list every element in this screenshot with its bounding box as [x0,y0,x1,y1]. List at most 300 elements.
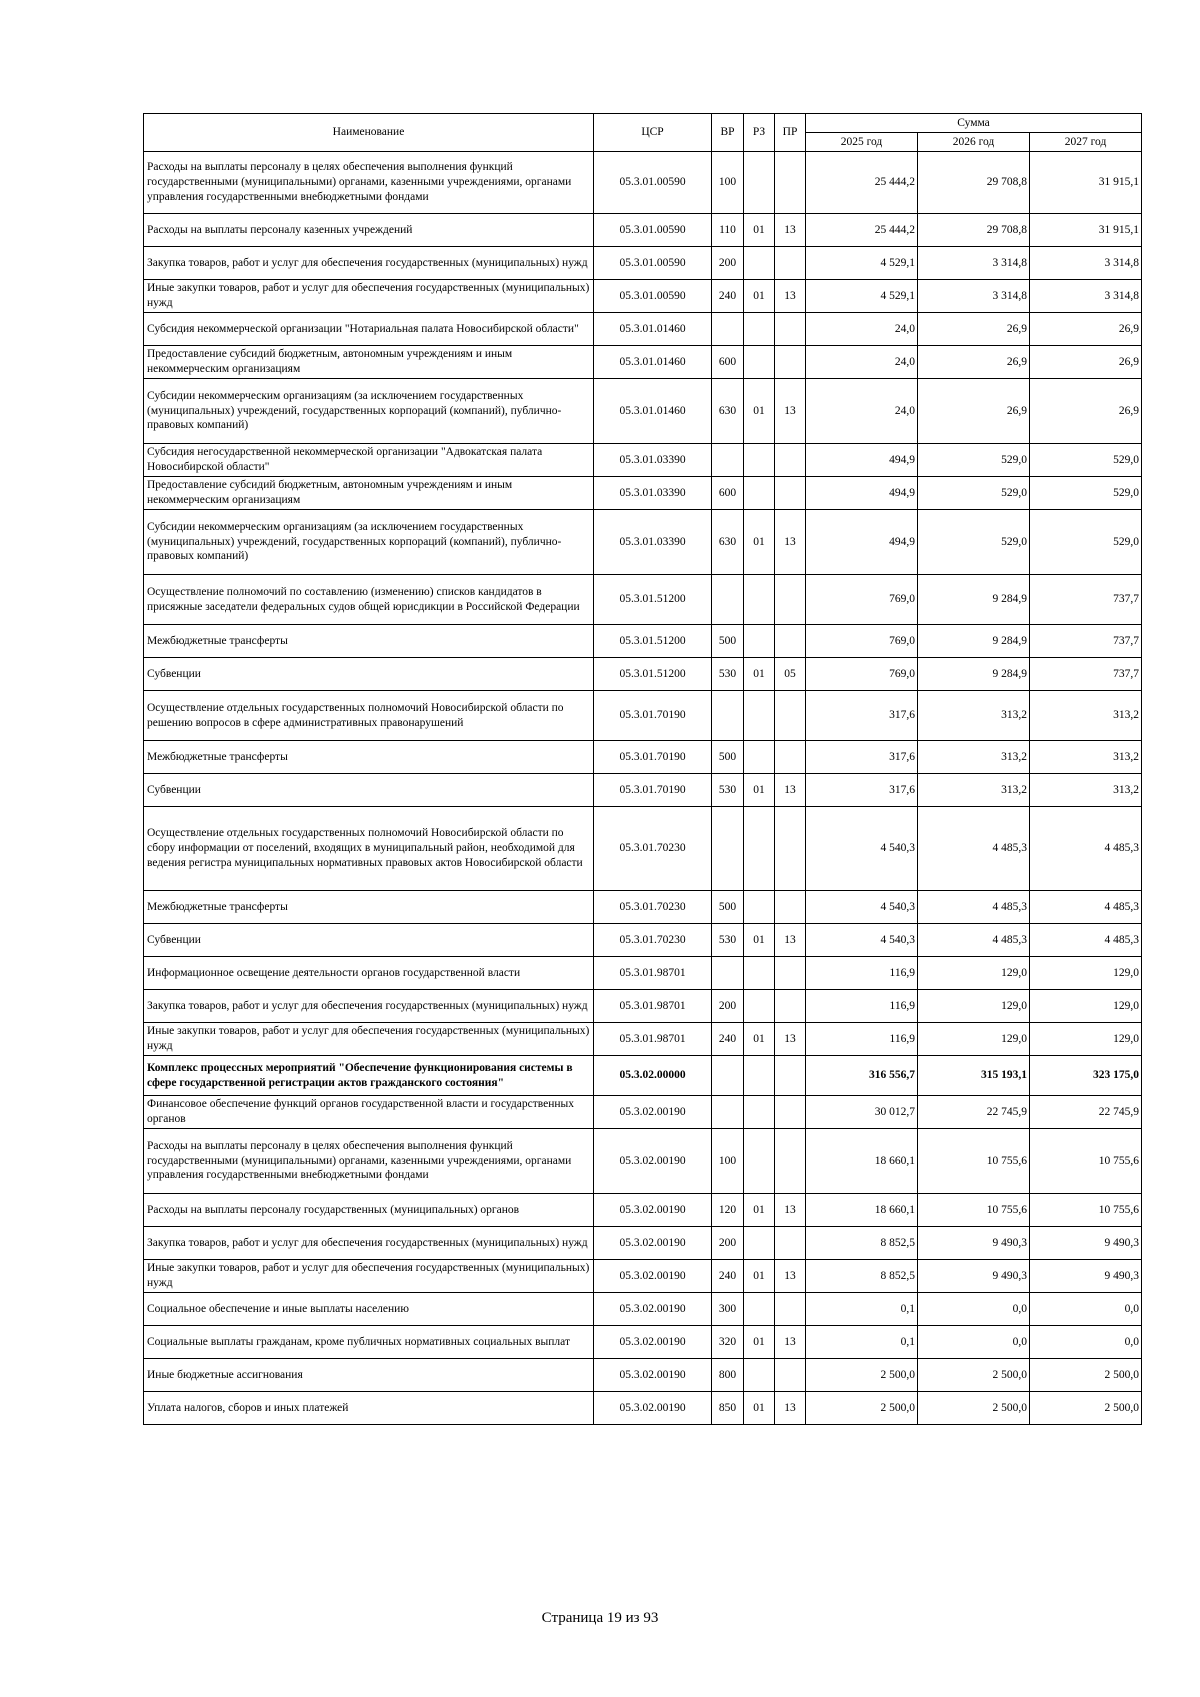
row-value-2025: 494,9 [806,510,918,575]
row-value-2026: 4 485,3 [918,891,1030,924]
row-rz [744,891,775,924]
row-value-2025: 494,9 [806,444,918,477]
row-pr [775,1293,806,1326]
row-value-2027: 529,0 [1030,444,1142,477]
row-csr: 05.3.01.01460 [594,379,712,444]
row-value-2026: 0,0 [918,1293,1030,1326]
row-csr: 05.3.01.51200 [594,575,712,625]
table-row [144,741,1142,774]
row-value-2027: 529,0 [1030,510,1142,575]
row-rz [744,152,775,214]
table-row [144,1392,1142,1425]
row-value-2027: 129,0 [1030,990,1142,1023]
row-pr [775,346,806,379]
row-rz: 01 [744,214,775,247]
row-value-2026: 9 490,3 [918,1227,1030,1260]
row-rz [744,741,775,774]
row-pr: 13 [775,1326,806,1359]
row-value-2025: 4 540,3 [806,924,918,957]
row-csr: 05.3.01.00590 [594,214,712,247]
row-name: Субсидии некоммерческим организациям (за исключением государственных (муниципальных) учреждений, государственных корпораций (компаний), публично-правовых компаний) [144,510,594,575]
row-vr: 240 [712,1260,744,1293]
row-name: Осуществление полномочий по составлению (изменению) списков кандидатов в присяжные заседатели федеральных судов общей юрисдикции в Российской Федерации [144,575,594,625]
table-row [144,1023,1142,1056]
row-rz: 01 [744,774,775,807]
row-name: Закупка товаров, работ и услуг для обеспечения государственных (муниципальных) нужд [144,247,594,280]
table-row [144,280,1142,313]
row-value-2025: 769,0 [806,625,918,658]
row-csr: 05.3.01.03390 [594,444,712,477]
row-value-2026: 9 284,9 [918,575,1030,625]
row-vr: 600 [712,346,744,379]
row-csr: 05.3.01.03390 [594,510,712,575]
row-rz [744,247,775,280]
table-row [144,313,1142,346]
row-value-2027: 313,2 [1030,741,1142,774]
row-pr: 13 [775,1023,806,1056]
row-pr: 13 [775,1260,806,1293]
header-pr: ПР [775,114,806,152]
row-pr [775,477,806,510]
row-name: Субсидия негосударственной некоммерческой организации "Адвокатская палата Новосибирской области" [144,444,594,477]
row-value-2025: 769,0 [806,575,918,625]
row-vr: 850 [712,1392,744,1425]
row-pr [775,807,806,891]
row-pr [775,247,806,280]
row-csr: 05.3.01.70230 [594,891,712,924]
row-vr: 100 [712,1129,744,1194]
row-rz [744,1227,775,1260]
row-name: Расходы на выплаты персоналу казенных учреждений [144,214,594,247]
row-vr [712,1056,744,1096]
row-csr: 05.3.01.51200 [594,625,712,658]
row-value-2027: 129,0 [1030,957,1142,990]
row-vr: 500 [712,891,744,924]
row-csr: 05.3.01.51200 [594,658,712,691]
table-row [144,807,1142,891]
row-value-2025: 25 444,2 [806,152,918,214]
table-row [144,477,1142,510]
header-year-2025: 2025 год [806,133,918,152]
row-pr [775,1056,806,1096]
row-pr [775,1227,806,1260]
row-name: Расходы на выплаты персоналу государственных (муниципальных) органов [144,1194,594,1227]
row-vr: 240 [712,280,744,313]
row-csr: 05.3.02.00190 [594,1260,712,1293]
row-value-2026: 529,0 [918,510,1030,575]
row-value-2027: 22 745,9 [1030,1096,1142,1129]
row-pr: 13 [775,510,806,575]
row-value-2027: 323 175,0 [1030,1056,1142,1096]
row-value-2025: 0,1 [806,1326,918,1359]
row-csr: 05.3.02.00190 [594,1392,712,1425]
row-rz: 01 [744,1392,775,1425]
table-body [144,152,1142,1425]
row-vr [712,957,744,990]
row-rz [744,957,775,990]
row-value-2026: 313,2 [918,741,1030,774]
row-csr: 05.3.01.70190 [594,691,712,741]
row-pr: 13 [775,214,806,247]
row-value-2027: 4 485,3 [1030,891,1142,924]
row-value-2025: 4 540,3 [806,891,918,924]
row-value-2025: 8 852,5 [806,1227,918,1260]
row-name: Информационное освещение деятельности органов государственной власти [144,957,594,990]
row-pr: 13 [775,379,806,444]
row-value-2027: 737,7 [1030,625,1142,658]
row-name: Иные бюджетные ассигнования [144,1359,594,1392]
row-value-2026: 26,9 [918,346,1030,379]
row-value-2026: 4 485,3 [918,924,1030,957]
row-csr: 05.3.01.00590 [594,247,712,280]
row-value-2025: 769,0 [806,658,918,691]
row-value-2026: 529,0 [918,477,1030,510]
row-value-2027: 737,7 [1030,575,1142,625]
header-csr: ЦСР [594,114,712,152]
row-value-2025: 116,9 [806,990,918,1023]
row-rz [744,313,775,346]
row-rz [744,1056,775,1096]
row-rz: 01 [744,280,775,313]
table-row [144,1326,1142,1359]
header-vr: ВР [712,114,744,152]
table-row [144,658,1142,691]
table-row [144,957,1142,990]
row-value-2025: 30 012,7 [806,1096,918,1129]
row-vr [712,807,744,891]
row-pr [775,741,806,774]
row-name: Предоставление субсидий бюджетным, автономным учреждениям и иным некоммерческим организациям [144,346,594,379]
row-csr: 05.3.01.70190 [594,741,712,774]
row-csr: 05.3.02.00190 [594,1326,712,1359]
row-value-2026: 9 284,9 [918,625,1030,658]
row-csr: 05.3.01.03390 [594,477,712,510]
row-vr: 100 [712,152,744,214]
row-value-2026: 9 490,3 [918,1260,1030,1293]
row-value-2027: 0,0 [1030,1293,1142,1326]
row-rz [744,990,775,1023]
row-pr [775,625,806,658]
budget-table [143,113,1142,1425]
row-value-2025: 0,1 [806,1293,918,1326]
row-value-2026: 529,0 [918,444,1030,477]
row-name: Социальные выплаты гражданам, кроме публичных нормативных социальных выплат [144,1326,594,1359]
row-value-2026: 29 708,8 [918,214,1030,247]
row-value-2027: 0,0 [1030,1326,1142,1359]
row-csr: 05.3.02.00190 [594,1227,712,1260]
row-pr: 13 [775,774,806,807]
row-vr: 320 [712,1326,744,1359]
row-rz [744,625,775,658]
row-value-2027: 4 485,3 [1030,807,1142,891]
row-vr: 500 [712,625,744,658]
row-value-2026: 10 755,6 [918,1194,1030,1227]
row-name: Субсидия некоммерческой организации "Нотариальная палата Новосибирской области" [144,313,594,346]
row-value-2027: 26,9 [1030,379,1142,444]
row-name: Осуществление отдельных государственных полномочий Новосибирской области по сбору информации от поселений, входящих в муниципальный район, необходимой для ведения регистра муниципальных нормативных правовых актов Новосибирской области [144,807,594,891]
table-row [144,625,1142,658]
row-name: Субсидии некоммерческим организациям (за исключением государственных (муниципальных) учреждений, государственных корпораций (компаний), публично-правовых компаний) [144,379,594,444]
row-value-2027: 313,2 [1030,691,1142,741]
row-value-2025: 4 540,3 [806,807,918,891]
row-csr: 05.3.02.00190 [594,1359,712,1392]
row-rz [744,691,775,741]
row-value-2027: 4 485,3 [1030,924,1142,957]
row-name: Межбюджетные трансферты [144,741,594,774]
row-csr: 05.3.01.98701 [594,957,712,990]
row-pr: 13 [775,1194,806,1227]
row-rz [744,1129,775,1194]
table-row [144,774,1142,807]
table-row [144,1260,1142,1293]
row-pr [775,444,806,477]
row-rz: 01 [744,658,775,691]
row-csr: 05.3.02.00190 [594,1096,712,1129]
row-value-2027: 10 755,6 [1030,1194,1142,1227]
row-value-2027: 31 915,1 [1030,214,1142,247]
row-rz [744,575,775,625]
row-value-2026: 2 500,0 [918,1392,1030,1425]
row-csr: 05.3.02.00190 [594,1129,712,1194]
table-row [144,214,1142,247]
row-vr: 240 [712,1023,744,1056]
row-value-2026: 313,2 [918,691,1030,741]
row-value-2025: 2 500,0 [806,1359,918,1392]
row-value-2027: 3 314,8 [1030,280,1142,313]
table-row [144,1293,1142,1326]
row-rz: 01 [744,1260,775,1293]
row-value-2025: 317,6 [806,774,918,807]
row-csr: 05.3.01.01460 [594,313,712,346]
table-row [144,1096,1142,1129]
row-value-2026: 315 193,1 [918,1056,1030,1096]
row-value-2025: 25 444,2 [806,214,918,247]
row-rz: 01 [744,510,775,575]
row-rz: 01 [744,1023,775,1056]
row-vr: 630 [712,379,744,444]
row-name: Расходы на выплаты персоналу в целях обеспечения выполнения функций государственными (муниципальными) органами, казенными учреждениями, органами управления государственными внебюджетными фондами [144,152,594,214]
row-value-2027: 129,0 [1030,1023,1142,1056]
row-value-2027: 9 490,3 [1030,1260,1142,1293]
row-value-2025: 8 852,5 [806,1260,918,1293]
row-rz [744,1293,775,1326]
row-value-2027: 737,7 [1030,658,1142,691]
row-rz [744,444,775,477]
row-value-2027: 529,0 [1030,477,1142,510]
row-name: Закупка товаров, работ и услуг для обеспечения государственных (муниципальных) нужд [144,990,594,1023]
row-name: Финансовое обеспечение функций органов государственной власти и государственных органов [144,1096,594,1129]
row-pr [775,575,806,625]
row-value-2025: 2 500,0 [806,1392,918,1425]
row-name: Межбюджетные трансферты [144,891,594,924]
row-name: Субвенции [144,658,594,691]
row-value-2027: 2 500,0 [1030,1359,1142,1392]
row-name: Комплекс процессных мероприятий "Обеспечение функционирования системы в сфере государственной регистрации актов гражданского состояния" [144,1056,594,1096]
table-row [144,379,1142,444]
row-pr [775,891,806,924]
row-csr: 05.3.01.70190 [594,774,712,807]
row-vr: 120 [712,1194,744,1227]
row-vr [712,1096,744,1129]
row-value-2027: 3 314,8 [1030,247,1142,280]
row-value-2026: 3 314,8 [918,280,1030,313]
row-vr [712,691,744,741]
table-row [144,346,1142,379]
row-pr [775,313,806,346]
row-name: Субвенции [144,924,594,957]
row-vr [712,313,744,346]
row-rz: 01 [744,1326,775,1359]
row-name: Иные закупки товаров, работ и услуг для обеспечения государственных (муниципальных) нужд [144,1260,594,1293]
row-value-2026: 129,0 [918,957,1030,990]
row-value-2025: 317,6 [806,741,918,774]
row-pr [775,990,806,1023]
row-vr: 110 [712,214,744,247]
row-pr [775,152,806,214]
row-csr: 05.3.02.00000 [594,1056,712,1096]
row-pr: 13 [775,924,806,957]
row-value-2026: 29 708,8 [918,152,1030,214]
row-value-2026: 22 745,9 [918,1096,1030,1129]
row-value-2027: 26,9 [1030,313,1142,346]
row-csr: 05.3.01.70230 [594,807,712,891]
row-rz: 01 [744,1194,775,1227]
row-name: Уплата налогов, сборов и иных платежей [144,1392,594,1425]
row-vr [712,444,744,477]
row-pr: 13 [775,280,806,313]
row-pr [775,1129,806,1194]
row-value-2027: 9 490,3 [1030,1227,1142,1260]
table-row [144,891,1142,924]
row-value-2027: 2 500,0 [1030,1392,1142,1425]
row-value-2026: 26,9 [918,379,1030,444]
table-row [144,247,1142,280]
row-pr [775,691,806,741]
table-row [144,152,1142,214]
header-sum: Сумма [806,114,1142,133]
row-value-2025: 316 556,7 [806,1056,918,1096]
row-name: Предоставление субсидий бюджетным, автономным учреждениям и иным некоммерческим организациям [144,477,594,510]
row-pr [775,1359,806,1392]
table-row [144,444,1142,477]
row-csr: 05.3.02.00190 [594,1194,712,1227]
row-csr: 05.3.01.70230 [594,924,712,957]
row-value-2027: 313,2 [1030,774,1142,807]
row-value-2025: 116,9 [806,957,918,990]
row-vr: 800 [712,1359,744,1392]
row-rz [744,477,775,510]
row-name: Расходы на выплаты персоналу в целях обеспечения выполнения функций государственными (муниципальными) органами, казенными учреждениями, органами управления государственными внебюджетными фондами [144,1129,594,1194]
row-value-2027: 31 915,1 [1030,152,1142,214]
row-name: Субвенции [144,774,594,807]
row-value-2026: 26,9 [918,313,1030,346]
header-name: Наименование [144,114,594,152]
row-value-2025: 4 529,1 [806,247,918,280]
row-pr [775,957,806,990]
row-value-2025: 116,9 [806,1023,918,1056]
table-row [144,1227,1142,1260]
row-value-2025: 24,0 [806,346,918,379]
row-rz [744,1359,775,1392]
row-vr: 530 [712,774,744,807]
row-name: Социальное обеспечение и иные выплаты населению [144,1293,594,1326]
row-vr: 630 [712,510,744,575]
row-vr: 200 [712,990,744,1023]
row-vr: 600 [712,477,744,510]
table-row [144,924,1142,957]
table-row [144,510,1142,575]
row-value-2027: 10 755,6 [1030,1129,1142,1194]
row-value-2025: 494,9 [806,477,918,510]
header-year-2027: 2027 год [1030,133,1142,152]
row-vr: 530 [712,924,744,957]
row-pr [775,1096,806,1129]
table-row [144,1194,1142,1227]
page-number: Страница 19 из 93 [541,1610,659,1626]
row-pr: 05 [775,658,806,691]
row-name: Межбюджетные трансферты [144,625,594,658]
row-pr: 13 [775,1392,806,1425]
row-value-2025: 24,0 [806,313,918,346]
table-row [144,691,1142,741]
row-value-2026: 129,0 [918,1023,1030,1056]
header-year-2026: 2026 год [918,133,1030,152]
row-csr: 05.3.01.01460 [594,346,712,379]
row-vr [712,575,744,625]
table-header [144,114,1142,152]
table-row [144,575,1142,625]
table-row [144,990,1142,1023]
row-rz [744,1096,775,1129]
row-value-2026: 3 314,8 [918,247,1030,280]
row-rz [744,346,775,379]
row-value-2025: 317,6 [806,691,918,741]
row-csr: 05.3.01.00590 [594,280,712,313]
row-value-2027: 26,9 [1030,346,1142,379]
row-name: Иные закупки товаров, работ и услуг для обеспечения государственных (муниципальных) нужд [144,1023,594,1056]
row-value-2025: 18 660,1 [806,1129,918,1194]
row-vr: 200 [712,247,744,280]
row-name: Закупка товаров, работ и услуг для обеспечения государственных (муниципальных) нужд [144,1227,594,1260]
row-csr: 05.3.01.98701 [594,1023,712,1056]
row-value-2025: 4 529,1 [806,280,918,313]
row-name: Иные закупки товаров, работ и услуг для обеспечения государственных (муниципальных) нужд [144,280,594,313]
row-value-2025: 24,0 [806,379,918,444]
row-vr: 200 [712,1227,744,1260]
header-rz: РЗ [744,114,775,152]
row-value-2025: 18 660,1 [806,1194,918,1227]
row-value-2026: 313,2 [918,774,1030,807]
row-csr: 05.3.02.00190 [594,1293,712,1326]
row-value-2026: 129,0 [918,990,1030,1023]
row-value-2026: 9 284,9 [918,658,1030,691]
row-vr: 500 [712,741,744,774]
row-vr: 300 [712,1293,744,1326]
row-rz [744,807,775,891]
table-row [144,1056,1142,1096]
row-value-2026: 4 485,3 [918,807,1030,891]
row-name: Осуществление отдельных государственных полномочий Новосибирской области по решению вопросов в сфере административных правонарушений [144,691,594,741]
table-row [144,1359,1142,1392]
row-value-2026: 2 500,0 [918,1359,1030,1392]
row-value-2026: 10 755,6 [918,1129,1030,1194]
row-rz: 01 [744,379,775,444]
row-value-2026: 0,0 [918,1326,1030,1359]
row-csr: 05.3.01.00590 [594,152,712,214]
row-vr: 530 [712,658,744,691]
row-rz: 01 [744,924,775,957]
row-csr: 05.3.01.98701 [594,990,712,1023]
